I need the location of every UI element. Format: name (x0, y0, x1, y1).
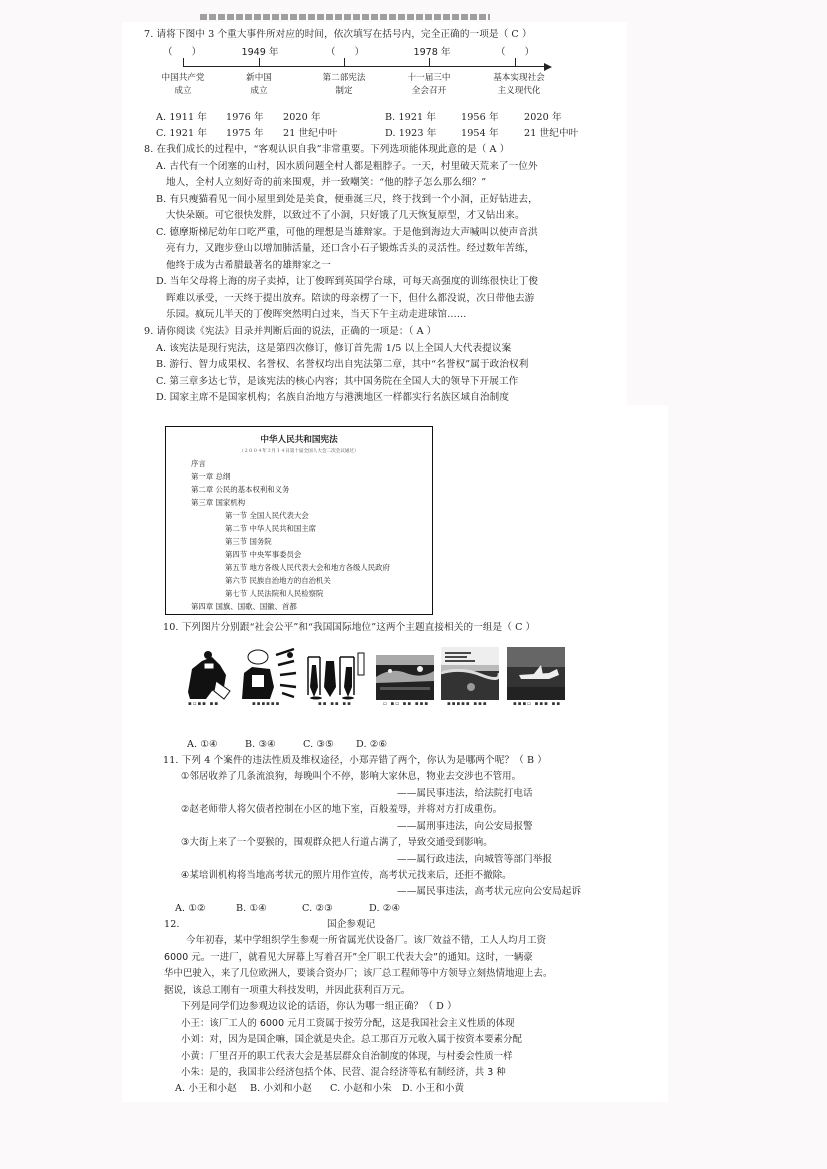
q12-title: 国企参观记 (327, 919, 376, 930)
picture-6-photo (507, 647, 565, 700)
toc-item: 序言 (191, 459, 206, 468)
toc-subtitle: （２００４年３月１４日第十届全国人大会二次会议通过） (239, 449, 359, 454)
toc-item: 第六节 民族自治地方的自治机关 (225, 576, 331, 585)
option-b-3: 2020 年 (524, 112, 562, 123)
q10-option-b: B. ③④ (245, 739, 276, 750)
q11-option-a: A. ①② (175, 903, 206, 914)
q8-line: 他终于成为古希腊最著名的雄辩家之一 (166, 260, 331, 271)
timeline-tick (515, 58, 516, 66)
remark: 小朱：是的，我国非公经济包括个体、民营、混合经济等私有制经济，共 3 种 (181, 1067, 506, 1078)
q9-option-a: A. 该宪法是现行宪法，这是第四次修订，修订首先需 1/5 以上全国人大代表提议案 (156, 343, 512, 354)
timeline-event-label (408, 72, 451, 98)
q11-option-d: D. ②④ (369, 903, 401, 914)
option-a-1: A. 1911 年 (156, 112, 207, 123)
option-a-2: 1976 年 (226, 112, 264, 123)
passage-line: 今年初春，某中学组织学生参观一所省属光伏设备厂。该厂效益不错，工人人均月工资 (186, 935, 547, 946)
q7-stem: 7. 请将下图中 3 个重大事件所对应的时间，依次填写在括号内，完全正确的一项是（ C ） (144, 29, 532, 40)
picture-3-caption: ▪▪ ▪▪ ▪▪ (318, 701, 352, 707)
q11-stem: 11. 下列 4 个案件的违法性质及维权途径，小郑弄错了两个，你认为是哪两个呢？（ B ） (163, 755, 547, 766)
constitution-contents-box (165, 426, 433, 615)
picture-6-caption: ▪▪▪▫ ▪▪▪ ▪▪ (513, 701, 562, 707)
case-answer: ——属民事违法，高考状元应向公安局起诉 (397, 886, 582, 897)
toc-item: 第一章 总纲 (191, 472, 231, 481)
picture-1-cartoon (182, 647, 234, 700)
picture-1-caption: ▪▫▪▪ ▪▪ (188, 701, 220, 707)
option-c-1: C. 1921 年 (156, 128, 208, 139)
event-line: 成立 (174, 86, 192, 96)
toc-item: 第三章 国家机构 (191, 498, 246, 507)
q8-line: 大快朵颐。可它很快发胖，以致过不了小洞，只好饿了几天恢复原型，才又钻出来。 (166, 210, 525, 221)
q8-line: 地人，全村人立刻好奇的前来围观，并一致嘲笑：“他的脖子怎么那么细？” (166, 177, 487, 188)
q12-option-c: C. 小赵和小朱 (330, 1083, 392, 1094)
q8-stem: 8. 在我们成长的过程中，“客观认识自我”非常重要。下列选项能体现此意的是（ A ） (144, 144, 510, 155)
q9-stem: 9. 请你阅读《宪法》目录并判断后面的说法，正确的一项是：（ A ） (144, 326, 437, 337)
q8-line: 亮有力，又跑步登山以增加肺活量，还口含小石子锻炼舌头的灵活性。经过数年苦练， (166, 243, 535, 254)
q11-option-c: C. ②③ (302, 903, 333, 914)
q9-option-d: D. 国家主席不是国家机构；名族自治地方与港澳地区一样都实行名族区域自治制度 (156, 392, 510, 403)
timeline-axis (183, 66, 545, 67)
toc-item: 第二节 中华人民共和国主席 (225, 524, 317, 533)
q10-option-c: C. ③⑤ (303, 739, 334, 750)
picture-4-photo (376, 647, 434, 700)
case-answer: ——属民事违法，给法院打电话 (397, 788, 533, 799)
q9-option-c: C. 第三章多达七节，是该宪法的核心内容；其中国务院在全国人大的领导下开展工作 (156, 376, 519, 387)
q11-option-b: B. ①④ (236, 903, 267, 914)
timeline-event-label (162, 72, 205, 98)
q9-option-b: B. 游行、智力成果权、名誉权、名誉权均出自宪法第二章，其中“名誉权”属于政治权利 (156, 359, 529, 370)
event-line: 主义现代化 (497, 86, 541, 96)
case-text: ④某培训机构将当地高考状元的照片用作宣传，高考状元找来后，还拒不撤除。 (181, 870, 512, 881)
option-b-1: B. 1921 年 (385, 112, 437, 123)
q8-line: D. 当年父母将上海的房子卖掉，让丁俊晖到英国学台球，可每天高强度的训练很快让丁俊 (156, 276, 539, 287)
case-answer: ——属刑事违法，向公安局报警 (397, 821, 533, 832)
q8-line: C. 德摩斯梯尼幼年口吃严重，可他的理想是当雄辩家。于是他到海边大声喊叫以使声音洪 (156, 227, 538, 238)
option-d-1: D. 1923 年 (385, 128, 437, 139)
event-line: 全会召开 (411, 86, 447, 96)
picture-5-caption: ▪▪▪▪▪ ▪▪▪ (447, 701, 488, 707)
toc-item: 第七节 人民法院和人民检察院 (225, 589, 324, 598)
case-text: ②赵老师带人将欠债者控制在小区的地下室，百般羞辱，并将对方打成重伤。 (181, 804, 503, 815)
q12-number: 12. (164, 919, 180, 930)
passage-line: 华中巴驶入，来了几位欧洲人，要谈合资办厂；该厂总工程师等中方领导立刻热情地迎上去。 (164, 968, 553, 979)
toc-item: 第三节 国务院 (225, 537, 272, 546)
q8-line: B. 有只瘦猫看见一间小屋里到处是美食，便垂涎三尺，终于找到一个小洞，正好钻进去， (156, 194, 538, 205)
q12-option-d: D. 小王和小黄 (402, 1083, 465, 1094)
timeline-event-label (493, 72, 545, 98)
timeline-event-label (246, 72, 272, 98)
q10-option-d: D. ②⑥ (356, 739, 388, 750)
q10-stem: 10. 下列图片分别跟“社会公平”和“我国国际地位”这两个主题直接相关的一组是（ C ） (163, 622, 536, 633)
event-line: 中国共产党 (161, 73, 205, 83)
timeline-event-label (323, 72, 366, 98)
timeline-top-label: （ ） (162, 47, 202, 58)
timeline-top-label: 1978 年 (413, 47, 451, 58)
remark: 小黄：厂里召开的职工代表大会是基层群众自治制度的体现，与村委会性质一样 (181, 1051, 513, 1062)
q12-option-a: A. 小王和小赵 (175, 1083, 237, 1094)
picture-5-photo (441, 647, 499, 700)
passage-line: 6000 元。一进厂，就看见大屏幕上写着召开”全厂职工代表大会”的通知。这时，一辆豪 (164, 952, 533, 963)
timeline-arrow-icon (544, 63, 552, 71)
toc-item: 第五节 地方各级人民代表大会和地方各级人民政府 (225, 563, 390, 572)
event-line: 十一届三中 (407, 73, 451, 83)
q8-line: 晖难以承受，一天终于提出放弃。陪读的母亲楞了一下，但什么都没说，次日带他去游 (166, 293, 535, 304)
toc-item: 第二章 公民的基本权利和义务 (191, 485, 290, 494)
case-text: ①邻居收养了几条流浪狗，每晚叫个不停，影响大家休息，物业去交涉也不管用。 (181, 771, 522, 782)
picture-4-caption: ▫ ▪▫ ▪▪ ▪▪▪ (383, 701, 430, 707)
q12-option-b: B. 小刘和小赵 (250, 1083, 312, 1094)
q12-question: 下列是同学们边参观边议论的话语，你认为哪一组正确？（ D ） (181, 1001, 457, 1012)
event-line: 新中国 (246, 73, 272, 83)
timeline-top-label: （ ） (495, 47, 535, 58)
picture-3-cartoon (306, 647, 366, 700)
toc-item: 第一节 全国人民代表大会 (225, 511, 309, 520)
toc-title: 中华人民共和国宪法 (260, 435, 338, 445)
remark: 小王：该厂工人的 6000 元月工资属于按劳分配，这是我国社会主义性质的体现 (181, 1018, 515, 1029)
timeline-tick (344, 58, 345, 66)
option-b-2: 1956 年 (461, 112, 499, 123)
option-d-2: 1954 年 (461, 128, 499, 139)
passage-line: 据说，该总工刚有一项重大科技发明，并因此获利百万元。 (164, 985, 411, 996)
timeline-top-label: 1949 年 (241, 47, 279, 58)
case-text: ③大街上来了一个耍猴的，围观群众把人行道占满了，导致交通受到影响。 (181, 837, 493, 848)
option-c-2: 1975 年 (226, 128, 264, 139)
event-line: 第二部宪法 (322, 73, 366, 83)
timeline-tick (183, 58, 184, 66)
timeline-tick (259, 58, 260, 66)
option-d-3: 21 世纪中叶 (524, 128, 579, 139)
toc-item: 第四节 中央军事委员会 (225, 550, 302, 559)
case-answer: ——属行政违法，向城管等部门举报 (397, 854, 553, 865)
event-line: 成立 (250, 86, 268, 96)
remark: 小刘：对，因为是国企嘛，国企就是央企。总工那百万元收入属于按资本要素分配 (181, 1034, 523, 1045)
event-line: 基本实现社会 (493, 73, 545, 83)
timeline-top-label: （ ） (325, 47, 365, 58)
q8-line: A. 古代有一个闭塞的山村，因水质问题全村人都是粗脖子。一天，村里破天荒来了一位外 (156, 161, 538, 172)
picture-2-cartoon (240, 647, 298, 700)
cropped-previous-line (200, 14, 490, 20)
picture-2-caption: ▪▪▪▪▪▪ (252, 701, 281, 707)
q10-option-a: A. ①④ (187, 739, 218, 750)
option-a-3: 2020 年 (283, 112, 321, 123)
q8-line: 乐园。疯玩儿半天的丁俊晖突然明白过来，当天下午主动走进球馆…… (166, 309, 467, 320)
event-line: 制定 (335, 86, 353, 96)
option-c-3: 21 世纪中叶 (283, 128, 338, 139)
timeline-tick (429, 58, 430, 66)
toc-item: 第四章 国旗、国歌、国徽、首都 (191, 602, 297, 611)
